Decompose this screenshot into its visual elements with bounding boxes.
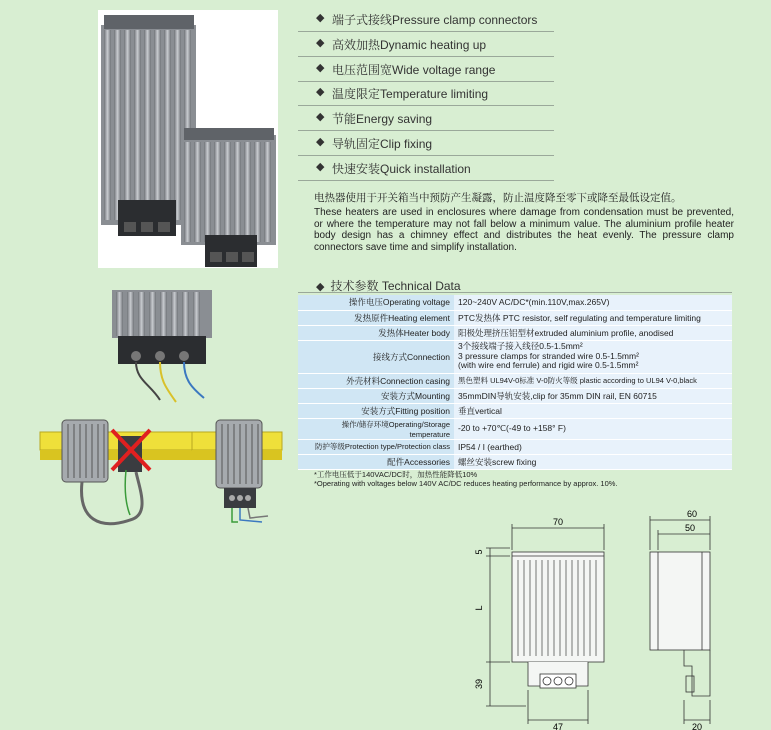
- spec-value: 3个接线端子接入线径0.5-1.5mm² 3 pressure clamps for stranded wire 0.5-1.5mm² (with wire end ferrule) and rigid wire 0.5-1.5mm²: [454, 340, 732, 373]
- table-row: [298, 418, 732, 439]
- table-row: [298, 403, 732, 418]
- feature-cn: 高效加热: [332, 38, 381, 52]
- spec-value: 120~240V AC/DC*(min.110V,max.265V): [454, 295, 732, 310]
- spec-label: 发热原件Heating element: [298, 310, 454, 325]
- feature-cn: 温度限定: [332, 87, 381, 101]
- diamond-bullet-icon: ◆: [316, 12, 325, 24]
- spec-value: 阳极处理挤压铝型材extruded aluminium profile, anodised: [454, 325, 732, 340]
- spec-value: 35mmDIN导轨安装,clip for 35mm DIN rail, EN 60715: [454, 388, 732, 403]
- connection-closeup-image: [112, 290, 212, 402]
- spec-label: 接线方式Connection: [298, 340, 454, 373]
- side-view-body: [650, 552, 710, 650]
- incorrect-mounting-diagram: [40, 420, 210, 524]
- feature-cn: 导轨固定: [332, 137, 381, 151]
- table-row: [298, 373, 732, 388]
- spec-label: 操作电压Operating voltage: [298, 295, 454, 310]
- spec-value: 螺丝安装screw fixing: [454, 454, 732, 469]
- feature-en: Temperature limiting: [380, 87, 489, 101]
- footnote-en: *Operating with voltages below 140V AC/DC reduces heating performance by approx. 10%.: [314, 479, 618, 488]
- table-row: [298, 310, 732, 325]
- table-row: [298, 388, 732, 403]
- spec-label: 防护等级Protection type/Protection class: [298, 439, 454, 454]
- diamond-bullet-icon: ◆: [316, 111, 325, 123]
- spec-table: [298, 295, 732, 470]
- tech-title-cn: 技术参数: [330, 279, 379, 293]
- feature-item: [298, 58, 554, 82]
- description-cn: 电热器使用于开关箱当中预防产生凝露，防止温度降至零下或降至最低设定值。: [314, 192, 682, 204]
- feature-en: Dynamic heating up: [380, 38, 487, 52]
- feature-item: [298, 132, 554, 156]
- spec-value: 黑色塑料 UL94V-0标准 V-0防火等级 plastic according to UL94 V-0,black: [454, 373, 732, 388]
- tech-title-en: Technical Data: [381, 279, 461, 293]
- dim-60: 60: [686, 510, 698, 519]
- spec-label: 安装方式Mounting: [298, 388, 454, 403]
- feature-en: Quick installation: [380, 162, 471, 176]
- spec-label: 发热体Heater body: [298, 325, 454, 340]
- correct-mounting-diagram: [192, 420, 282, 522]
- diamond-bullet-icon: ◆: [316, 62, 325, 74]
- dimension-drawing: [470, 510, 770, 730]
- diamond-bullet-icon: ◆: [316, 136, 325, 148]
- feature-item: [298, 107, 554, 131]
- description-en: These heaters are used in enclosures where damage from condensation must be prevented, or where the temperature may not fall below a minimum value. The aluminium profile heater body design has a chimney effect and distributes the heat evenly. The pressure clamp connectors save time and simplify installation.: [314, 207, 734, 253]
- spec-label: 操作/储存环境Operating/Storage temperature: [298, 418, 454, 439]
- feature-en: Wide voltage range: [392, 63, 496, 77]
- feature-cn: 电压范围宽: [332, 63, 393, 77]
- spec-label: 外壳材料Connection casing: [298, 373, 454, 388]
- dim-L: L: [474, 605, 484, 611]
- feature-item: [298, 157, 554, 181]
- feature-en: Energy saving: [356, 112, 433, 126]
- dim-5: 5: [474, 549, 484, 555]
- table-row: [298, 325, 732, 340]
- feature-cn: 节能: [332, 112, 357, 126]
- table-row: [298, 295, 732, 310]
- feature-en: Pressure clamp connectors: [392, 13, 538, 27]
- product-illustrations: [0, 0, 300, 540]
- footnote-cn: *工作电压低于140VAC/DC时，加热性能降低10%: [314, 470, 478, 479]
- diamond-bullet-icon: ◆: [316, 281, 325, 293]
- spec-value: IP54 / I (earthed): [454, 439, 732, 454]
- table-row: [298, 454, 732, 469]
- spec-label: 安装方式Fitting position: [298, 403, 454, 418]
- dim-70: 70: [552, 517, 564, 527]
- diamond-bullet-icon: ◆: [316, 86, 325, 98]
- feature-item: [298, 33, 554, 57]
- spec-label: 配件Accessories: [298, 454, 454, 469]
- feature-cn: 端子式接线: [332, 13, 393, 27]
- dim-39: 39: [474, 678, 484, 690]
- dim-20: 20: [691, 722, 703, 730]
- dim-50: 50: [684, 523, 696, 533]
- spec-value: -20 to +70℃(-49 to +158° F): [454, 418, 732, 439]
- feature-en: Clip fixing: [380, 137, 433, 151]
- feature-item: [298, 82, 554, 106]
- spec-value: 垂直vertical: [454, 403, 732, 418]
- table-row: [298, 439, 732, 454]
- diamond-bullet-icon: ◆: [316, 37, 325, 49]
- feature-cn: 快速安装: [332, 162, 381, 176]
- table-row: [298, 340, 732, 373]
- feature-item: [298, 8, 554, 32]
- dim-47: 47: [552, 722, 564, 730]
- diamond-bullet-icon: ◆: [316, 161, 325, 173]
- spec-value: PTC发热体 PTC resistor, self regulating and temperature limiting: [454, 310, 732, 325]
